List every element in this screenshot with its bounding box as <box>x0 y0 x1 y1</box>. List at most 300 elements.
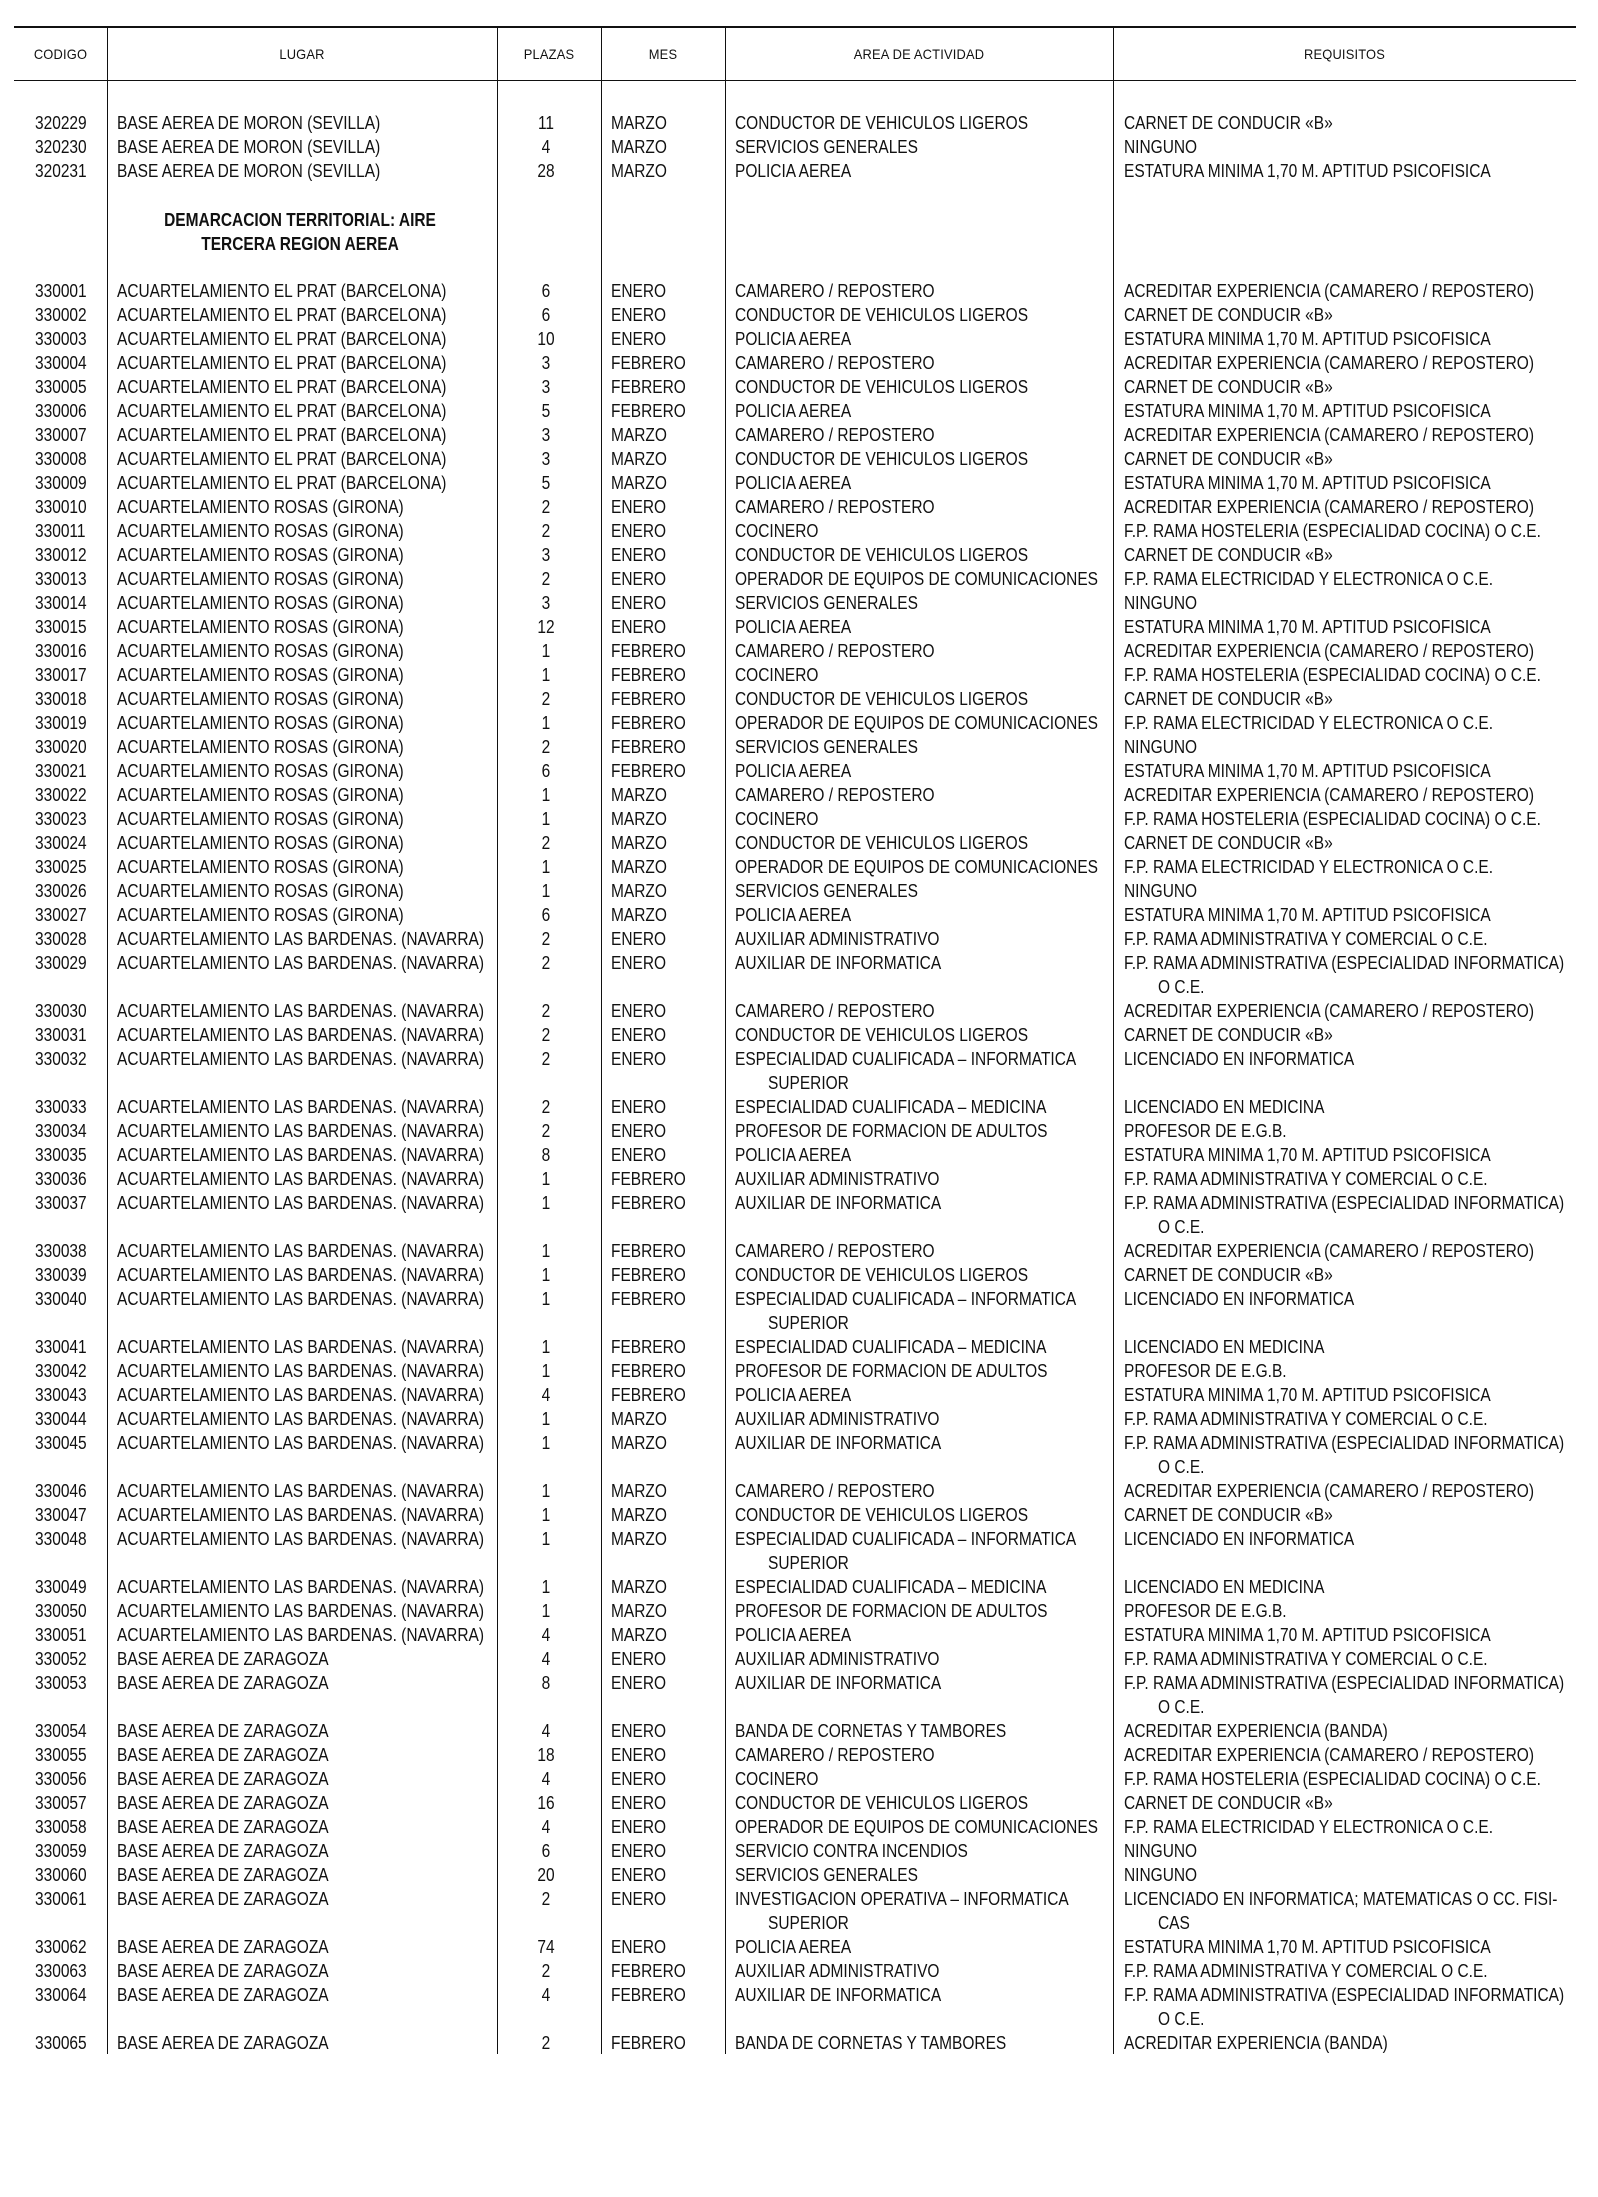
column-divider <box>601 28 602 2054</box>
cell-lugar: ACUARTELAMIENTO EL PRAT (BARCELONA) <box>117 329 447 349</box>
cell-lugar: ACUARTELAMIENTO LAS BARDENAS. (NAVARRA) <box>117 1169 485 1189</box>
cell-codigo: 330061 <box>35 1889 87 1909</box>
column-divider <box>107 28 108 2054</box>
cell-requisitos: CARNET DE CONDUCIR «B» <box>1124 1793 1333 1813</box>
cell-mes: FEBRERO <box>611 1289 686 1309</box>
cell-area: POLICIA AEREA <box>735 761 852 781</box>
cell-codigo: 330045 <box>35 1433 87 1453</box>
cell-lugar: BASE AEREA DE ZARAGOZA <box>117 1721 329 1741</box>
cell-mes: FEBRERO <box>611 377 686 397</box>
cell-lugar: ACUARTELAMIENTO LAS BARDENAS. (NAVARRA) <box>117 1385 485 1405</box>
cell-requisitos: F.P. RAMA ADMINISTRATIVA (ESPECIALIDAD INFORMATICA) <box>1124 1673 1565 1693</box>
cell-requisitos: CARNET DE CONDUCIR «B» <box>1124 377 1333 397</box>
cell-mes: MARZO <box>611 857 667 877</box>
cell-plazas: 1 <box>541 1265 551 1285</box>
header-plazas: PLAZAS <box>523 46 575 62</box>
cell-requisitos: PROFESOR DE E.G.B. <box>1124 1361 1287 1381</box>
cell-mes: MARZO <box>611 785 667 805</box>
cell-plazas: 4 <box>541 1985 551 2005</box>
cell-codigo: 330026 <box>35 881 87 901</box>
cell-mes: FEBRERO <box>611 1985 686 2005</box>
cell-mes: MARZO <box>611 809 667 829</box>
cell-area: CONDUCTOR DE VEHICULOS LIGEROS <box>735 1793 1029 1813</box>
cell-plazas: 4 <box>541 137 551 157</box>
cell-codigo: 330007 <box>35 425 87 445</box>
cell-lugar: BASE AEREA DE ZARAGOZA <box>117 1673 329 1693</box>
cell-requisitos: F.P. RAMA HOSTELERIA (ESPECIALIDAD COCINA) O C.E. <box>1124 1769 1541 1789</box>
cell-requisitos: F.P. RAMA ADMINISTRATIVA Y COMERCIAL O C.E. <box>1124 1649 1488 1669</box>
cell-codigo: 330013 <box>35 569 87 589</box>
cell-area: BANDA DE CORNETAS Y TAMBORES <box>735 2033 1007 2053</box>
cell-requisitos: CARNET DE CONDUCIR «B» <box>1124 1025 1333 1045</box>
cell-requisitos: ESTATURA MINIMA 1,70 M. APTITUD PSICOFISICA <box>1124 1625 1491 1645</box>
cell-codigo: 330019 <box>35 713 87 733</box>
cell-area: OPERADOR DE EQUIPOS DE COMUNICACIONES <box>735 713 1098 733</box>
cell-mes: ENERO <box>611 1001 667 1021</box>
cell-plazas: 2 <box>541 1025 551 1045</box>
cell-lugar: ACUARTELAMIENTO ROSAS (GIRONA) <box>117 905 404 925</box>
cell-area: ESPECIALIDAD CUALIFICADA – MEDICINA <box>735 1097 1047 1117</box>
cell-mes: MARZO <box>611 1529 667 1549</box>
cell-lugar: ACUARTELAMIENTO LAS BARDENAS. (NAVARRA) <box>117 1337 485 1357</box>
cell-requisitos: LICENCIADO EN MEDICINA <box>1124 1577 1325 1597</box>
cell-plazas: 2 <box>541 2033 551 2053</box>
cell-requisitos-continued: O C.E. <box>1158 1217 1205 1237</box>
cell-codigo: 330057 <box>35 1793 87 1813</box>
cell-plazas: 1 <box>541 1601 551 1621</box>
cell-mes: FEBRERO <box>611 737 686 757</box>
cell-requisitos: F.P. RAMA ADMINISTRATIVA Y COMERCIAL O C.E. <box>1124 1169 1488 1189</box>
cell-lugar: ACUARTELAMIENTO LAS BARDENAS. (NAVARRA) <box>117 1241 485 1261</box>
cell-area: PROFESOR DE FORMACION DE ADULTOS <box>735 1361 1048 1381</box>
cell-area: CAMARERO / REPOSTERO <box>735 281 935 301</box>
cell-area: SERVICIOS GENERALES <box>735 737 918 757</box>
cell-lugar: ACUARTELAMIENTO ROSAS (GIRONA) <box>117 617 404 637</box>
cell-requisitos: F.P. RAMA ADMINISTRATIVA (ESPECIALIDAD INFORMATICA) <box>1124 1985 1565 2005</box>
cell-lugar: ACUARTELAMIENTO LAS BARDENAS. (NAVARRA) <box>117 1601 485 1621</box>
cell-lugar: ACUARTELAMIENTO EL PRAT (BARCELONA) <box>117 353 447 373</box>
cell-lugar: BASE AEREA DE MORON (SEVILLA) <box>117 137 381 157</box>
cell-lugar: ACUARTELAMIENTO LAS BARDENAS. (NAVARRA) <box>117 1577 485 1597</box>
cell-codigo: 330005 <box>35 377 87 397</box>
cell-lugar: ACUARTELAMIENTO EL PRAT (BARCELONA) <box>117 305 447 325</box>
cell-plazas: 2 <box>541 929 551 949</box>
cell-plazas: 3 <box>541 425 551 445</box>
cell-lugar: ACUARTELAMIENTO ROSAS (GIRONA) <box>117 713 404 733</box>
cell-codigo: 330025 <box>35 857 87 877</box>
cell-mes: FEBRERO <box>611 689 686 709</box>
cell-requisitos: F.P. RAMA ADMINISTRATIVA Y COMERCIAL O C.E. <box>1124 1961 1488 1981</box>
cell-mes: ENERO <box>611 521 667 541</box>
cell-requisitos: ACREDITAR EXPERIENCIA (CAMARERO / REPOSTERO) <box>1124 785 1535 805</box>
cell-plazas: 18 <box>537 1745 555 1765</box>
cell-requisitos: F.P. RAMA ADMINISTRATIVA Y COMERCIAL O C.E. <box>1124 1409 1488 1429</box>
cell-area: AUXILIAR ADMINISTRATIVO <box>735 1961 940 1981</box>
cell-requisitos: ESTATURA MINIMA 1,70 M. APTITUD PSICOFISICA <box>1124 161 1491 181</box>
cell-mes: MARZO <box>611 425 667 445</box>
cell-area: AUXILIAR DE INFORMATICA <box>735 1985 942 2005</box>
cell-requisitos-continued: O C.E. <box>1158 2009 1205 2029</box>
cell-codigo: 330060 <box>35 1865 87 1885</box>
cell-lugar: BASE AEREA DE ZARAGOZA <box>117 1937 329 1957</box>
cell-plazas: 2 <box>541 1049 551 1069</box>
cell-area: OPERADOR DE EQUIPOS DE COMUNICACIONES <box>735 1817 1098 1837</box>
cell-codigo: 330043 <box>35 1385 87 1405</box>
cell-plazas: 4 <box>541 1721 551 1741</box>
cell-codigo: 330056 <box>35 1769 87 1789</box>
cell-codigo: 330040 <box>35 1289 87 1309</box>
header-codigo: CODIGO <box>33 46 88 62</box>
cell-requisitos: ACREDITAR EXPERIENCIA (BANDA) <box>1124 2033 1388 2053</box>
cell-lugar: ACUARTELAMIENTO ROSAS (GIRONA) <box>117 809 404 829</box>
cell-codigo: 320231 <box>35 161 87 181</box>
cell-requisitos: ACREDITAR EXPERIENCIA (CAMARERO / REPOSTERO) <box>1124 353 1535 373</box>
cell-mes: FEBRERO <box>611 2033 686 2053</box>
cell-codigo: 330033 <box>35 1097 87 1117</box>
cell-requisitos: CARNET DE CONDUCIR «B» <box>1124 305 1333 325</box>
cell-area: BANDA DE CORNETAS Y TAMBORES <box>735 1721 1007 1741</box>
cell-lugar: ACUARTELAMIENTO ROSAS (GIRONA) <box>117 881 404 901</box>
cell-mes: ENERO <box>611 1937 667 1957</box>
cell-area: AUXILIAR DE INFORMATICA <box>735 1193 942 1213</box>
cell-lugar: ACUARTELAMIENTO LAS BARDENAS. (NAVARRA) <box>117 929 485 949</box>
cell-lugar: ACUARTELAMIENTO LAS BARDENAS. (NAVARRA) <box>117 1025 485 1045</box>
cell-area-continued: SUPERIOR <box>768 1913 849 1933</box>
cell-mes: ENERO <box>611 953 667 973</box>
cell-plazas: 4 <box>541 1625 551 1645</box>
cell-requisitos: F.P. RAMA ELECTRICIDAD Y ELECTRONICA O C.E. <box>1124 1817 1494 1837</box>
cell-plazas: 3 <box>541 353 551 373</box>
cell-requisitos-continued: CAS <box>1158 1913 1190 1933</box>
cell-lugar: BASE AEREA DE ZARAGOZA <box>117 1769 329 1789</box>
cell-lugar: BASE AEREA DE ZARAGOZA <box>117 1793 329 1813</box>
cell-requisitos: ACREDITAR EXPERIENCIA (CAMARERO / REPOSTERO) <box>1124 425 1535 445</box>
cell-mes: ENERO <box>611 1721 667 1741</box>
cell-plazas: 3 <box>541 449 551 469</box>
cell-lugar: ACUARTELAMIENTO EL PRAT (BARCELONA) <box>117 281 447 301</box>
cell-plazas: 2 <box>541 569 551 589</box>
cell-mes: MARZO <box>611 473 667 493</box>
cell-lugar: ACUARTELAMIENTO EL PRAT (BARCELONA) <box>117 377 447 397</box>
cell-requisitos: NINGUNO <box>1124 1865 1198 1885</box>
cell-plazas: 28 <box>537 161 555 181</box>
cell-codigo: 330053 <box>35 1673 87 1693</box>
cell-codigo: 330041 <box>35 1337 87 1357</box>
cell-mes: ENERO <box>611 1817 667 1837</box>
cell-requisitos: LICENCIADO EN INFORMATICA <box>1124 1049 1355 1069</box>
cell-mes: ENERO <box>611 1121 667 1141</box>
cell-plazas: 6 <box>541 281 551 301</box>
cell-area: CONDUCTOR DE VEHICULOS LIGEROS <box>735 305 1029 325</box>
cell-requisitos: NINGUNO <box>1124 137 1198 157</box>
cell-area: ESPECIALIDAD CUALIFICADA – INFORMATICA <box>735 1289 1077 1309</box>
column-divider <box>1113 28 1114 2054</box>
cell-lugar: ACUARTELAMIENTO ROSAS (GIRONA) <box>117 665 404 685</box>
cell-area: ESPECIALIDAD CUALIFICADA – MEDICINA <box>735 1577 1047 1597</box>
cell-codigo: 330049 <box>35 1577 87 1597</box>
cell-lugar: ACUARTELAMIENTO ROSAS (GIRONA) <box>117 689 404 709</box>
cell-mes: ENERO <box>611 1841 667 1861</box>
cell-plazas: 1 <box>541 641 551 661</box>
cell-lugar: ACUARTELAMIENTO ROSAS (GIRONA) <box>117 569 404 589</box>
cell-plazas: 1 <box>541 1409 551 1429</box>
cell-requisitos-continued: O C.E. <box>1158 1697 1205 1717</box>
cell-requisitos: CARNET DE CONDUCIR «B» <box>1124 1265 1333 1285</box>
cell-codigo: 330014 <box>35 593 87 613</box>
cell-codigo: 330058 <box>35 1817 87 1837</box>
cell-codigo: 330018 <box>35 689 87 709</box>
cell-lugar: ACUARTELAMIENTO LAS BARDENAS. (NAVARRA) <box>117 1289 485 1309</box>
cell-requisitos: ESTATURA MINIMA 1,70 M. APTITUD PSICOFISICA <box>1124 1145 1491 1165</box>
cell-requisitos: LICENCIADO EN INFORMATICA; MATEMATICAS O CC. FISI- <box>1124 1889 1558 1909</box>
cell-plazas: 1 <box>541 1361 551 1381</box>
cell-area: COCINERO <box>735 665 819 685</box>
cell-lugar: ACUARTELAMIENTO ROSAS (GIRONA) <box>117 641 404 661</box>
cell-codigo: 330064 <box>35 1985 87 2005</box>
cell-requisitos: LICENCIADO EN INFORMATICA <box>1124 1529 1355 1549</box>
cell-mes: ENERO <box>611 1145 667 1165</box>
cell-mes: ENERO <box>611 1049 667 1069</box>
cell-requisitos: F.P. RAMA HOSTELERIA (ESPECIALIDAD COCINA) O C.E. <box>1124 809 1541 829</box>
cell-requisitos: F.P. RAMA ELECTRICIDAD Y ELECTRONICA O C.E. <box>1124 857 1494 877</box>
cell-area: CAMARERO / REPOSTERO <box>735 1001 935 1021</box>
cell-lugar: ACUARTELAMIENTO LAS BARDENAS. (NAVARRA) <box>117 1049 485 1069</box>
cell-requisitos: CARNET DE CONDUCIR «B» <box>1124 833 1333 853</box>
cell-lugar: BASE AEREA DE ZARAGOZA <box>117 1865 329 1885</box>
cell-plazas: 6 <box>541 305 551 325</box>
cell-requisitos: F.P. RAMA ELECTRICIDAD Y ELECTRONICA O C.E. <box>1124 569 1494 589</box>
cell-codigo: 330062 <box>35 1937 87 1957</box>
cell-lugar: ACUARTELAMIENTO ROSAS (GIRONA) <box>117 497 404 517</box>
cell-plazas: 2 <box>541 1001 551 1021</box>
cell-plazas: 1 <box>541 1241 551 1261</box>
column-divider <box>725 28 726 2054</box>
cell-mes: ENERO <box>611 1649 667 1669</box>
cell-lugar: ACUARTELAMIENTO ROSAS (GIRONA) <box>117 761 404 781</box>
cell-lugar: ACUARTELAMIENTO LAS BARDENAS. (NAVARRA) <box>117 1265 485 1285</box>
cell-mes: FEBRERO <box>611 665 686 685</box>
cell-requisitos: LICENCIADO EN MEDICINA <box>1124 1097 1325 1117</box>
cell-requisitos-continued: O C.E. <box>1158 1457 1205 1477</box>
cell-lugar: ACUARTELAMIENTO EL PRAT (BARCELONA) <box>117 449 447 469</box>
cell-requisitos: ACREDITAR EXPERIENCIA (CAMARERO / REPOSTERO) <box>1124 281 1535 301</box>
cell-area: CONDUCTOR DE VEHICULOS LIGEROS <box>735 833 1029 853</box>
cell-codigo: 330030 <box>35 1001 87 1021</box>
cell-codigo: 330010 <box>35 497 87 517</box>
cell-codigo: 330004 <box>35 353 87 373</box>
cell-codigo: 330042 <box>35 1361 87 1381</box>
cell-area: SERVICIOS GENERALES <box>735 137 918 157</box>
cell-lugar: BASE AEREA DE ZARAGOZA <box>117 2033 329 2053</box>
cell-plazas: 2 <box>541 1961 551 1981</box>
cell-lugar: ACUARTELAMIENTO ROSAS (GIRONA) <box>117 545 404 565</box>
cell-area: CONDUCTOR DE VEHICULOS LIGEROS <box>735 449 1029 469</box>
cell-plazas: 4 <box>541 1649 551 1669</box>
cell-area: POLICIA AEREA <box>735 1625 852 1645</box>
cell-area: POLICIA AEREA <box>735 617 852 637</box>
cell-plazas: 2 <box>541 833 551 853</box>
cell-codigo: 330016 <box>35 641 87 661</box>
cell-mes: ENERO <box>611 281 667 301</box>
cell-lugar: ACUARTELAMIENTO LAS BARDENAS. (NAVARRA) <box>117 1145 485 1165</box>
cell-area: POLICIA AEREA <box>735 401 852 421</box>
cell-lugar: ACUARTELAMIENTO LAS BARDENAS. (NAVARRA) <box>117 1481 485 1501</box>
cell-mes: FEBRERO <box>611 1193 686 1213</box>
cell-mes: MARZO <box>611 113 667 133</box>
cell-area: SERVICIOS GENERALES <box>735 1865 918 1885</box>
cell-codigo: 330008 <box>35 449 87 469</box>
cell-codigo: 330028 <box>35 929 87 949</box>
cell-mes: MARZO <box>611 1625 667 1645</box>
cell-area-continued: SUPERIOR <box>768 1313 849 1333</box>
cell-lugar: BASE AEREA DE MORON (SEVILLA) <box>117 113 381 133</box>
cell-area: CAMARERO / REPOSTERO <box>735 785 935 805</box>
cell-codigo: 330035 <box>35 1145 87 1165</box>
cell-plazas: 1 <box>541 1577 551 1597</box>
cell-area: CAMARERO / REPOSTERO <box>735 1481 935 1501</box>
cell-area: CONDUCTOR DE VEHICULOS LIGEROS <box>735 377 1029 397</box>
cell-plazas: 11 <box>537 113 555 133</box>
cell-area: CAMARERO / REPOSTERO <box>735 497 935 517</box>
cell-plazas: 5 <box>541 401 551 421</box>
cell-area: COCINERO <box>735 809 819 829</box>
cell-requisitos: LICENCIADO EN INFORMATICA <box>1124 1289 1355 1309</box>
cell-area: CAMARERO / REPOSTERO <box>735 1745 935 1765</box>
cell-mes: ENERO <box>611 1865 667 1885</box>
cell-requisitos: PROFESOR DE E.G.B. <box>1124 1601 1287 1621</box>
section-title-line2: TERCERA REGION AEREA <box>201 234 399 254</box>
cell-codigo: 330021 <box>35 761 87 781</box>
cell-mes: FEBRERO <box>611 353 686 373</box>
cell-plazas: 1 <box>541 1505 551 1525</box>
cell-requisitos: CARNET DE CONDUCIR «B» <box>1124 449 1333 469</box>
cell-area: CONDUCTOR DE VEHICULOS LIGEROS <box>735 689 1029 709</box>
cell-area: ESPECIALIDAD CUALIFICADA – MEDICINA <box>735 1337 1047 1357</box>
cell-requisitos: F.P. RAMA ELECTRICIDAD Y ELECTRONICA O C.E. <box>1124 713 1494 733</box>
cell-requisitos: F.P. RAMA ADMINISTRATIVA (ESPECIALIDAD INFORMATICA) <box>1124 953 1565 973</box>
cell-mes: ENERO <box>611 593 667 613</box>
cell-mes: MARZO <box>611 1601 667 1621</box>
cell-plazas: 2 <box>541 689 551 709</box>
cell-lugar: ACUARTELAMIENTO ROSAS (GIRONA) <box>117 857 404 877</box>
cell-plazas: 1 <box>541 1337 551 1357</box>
cell-plazas: 1 <box>541 665 551 685</box>
cell-area: POLICIA AEREA <box>735 1937 852 1957</box>
cell-lugar: ACUARTELAMIENTO ROSAS (GIRONA) <box>117 521 404 541</box>
cell-lugar: BASE AEREA DE ZARAGOZA <box>117 1985 329 2005</box>
cell-codigo: 330012 <box>35 545 87 565</box>
cell-mes: FEBRERO <box>611 1265 686 1285</box>
cell-requisitos: ACREDITAR EXPERIENCIA (CAMARERO / REPOSTERO) <box>1124 1745 1535 1765</box>
cell-codigo: 320229 <box>35 113 87 133</box>
cell-plazas: 8 <box>541 1673 551 1693</box>
cell-plazas: 6 <box>541 1841 551 1861</box>
cell-mes: FEBRERO <box>611 1337 686 1357</box>
cell-area: AUXILIAR DE INFORMATICA <box>735 1673 942 1693</box>
cell-mes: MARZO <box>611 1577 667 1597</box>
cell-plazas: 2 <box>541 497 551 517</box>
cell-codigo: 330003 <box>35 329 87 349</box>
cell-lugar: ACUARTELAMIENTO LAS BARDENAS. (NAVARRA) <box>117 1505 485 1525</box>
cell-requisitos: CARNET DE CONDUCIR «B» <box>1124 689 1333 709</box>
cell-mes: ENERO <box>611 497 667 517</box>
cell-area: COCINERO <box>735 521 819 541</box>
cell-requisitos: ESTATURA MINIMA 1,70 M. APTITUD PSICOFISICA <box>1124 473 1491 493</box>
cell-codigo: 330027 <box>35 905 87 925</box>
cell-plazas: 1 <box>541 1481 551 1501</box>
cell-requisitos: ACREDITAR EXPERIENCIA (CAMARERO / REPOSTERO) <box>1124 1001 1535 1021</box>
cell-lugar: BASE AEREA DE MORON (SEVILLA) <box>117 161 381 181</box>
cell-area: CAMARERO / REPOSTERO <box>735 425 935 445</box>
cell-mes: ENERO <box>611 929 667 949</box>
cell-codigo: 330022 <box>35 785 87 805</box>
cell-mes: FEBRERO <box>611 401 686 421</box>
cell-area: POLICIA AEREA <box>735 161 852 181</box>
cell-area: AUXILIAR DE INFORMATICA <box>735 1433 942 1453</box>
cell-area: CAMARERO / REPOSTERO <box>735 1241 935 1261</box>
cell-plazas: 1 <box>541 785 551 805</box>
section-title-line1: DEMARCACION TERRITORIAL: AIRE <box>164 210 436 230</box>
cell-requisitos: F.P. RAMA ADMINISTRATIVA (ESPECIALIDAD INFORMATICA) <box>1124 1193 1565 1213</box>
cell-mes: MARZO <box>611 881 667 901</box>
cell-area: SERVICIO CONTRA INCENDIOS <box>735 1841 968 1861</box>
cell-requisitos: CARNET DE CONDUCIR «B» <box>1124 113 1333 133</box>
cell-lugar: ACUARTELAMIENTO LAS BARDENAS. (NAVARRA) <box>117 1193 485 1213</box>
cell-mes: ENERO <box>611 329 667 349</box>
cell-mes: ENERO <box>611 1889 667 1909</box>
cell-codigo: 330011 <box>35 521 86 541</box>
cell-lugar: ACUARTELAMIENTO LAS BARDENAS. (NAVARRA) <box>117 1001 485 1021</box>
cell-plazas: 1 <box>541 1169 551 1189</box>
cell-area: OPERADOR DE EQUIPOS DE COMUNICACIONES <box>735 857 1098 877</box>
cell-requisitos: ACREDITAR EXPERIENCIA (BANDA) <box>1124 1721 1388 1741</box>
cell-plazas: 5 <box>541 473 551 493</box>
cell-mes: FEBRERO <box>611 713 686 733</box>
cell-area: INVESTIGACION OPERATIVA – INFORMATICA <box>735 1889 1069 1909</box>
cell-codigo: 330054 <box>35 1721 87 1741</box>
cell-mes: FEBRERO <box>611 641 686 661</box>
cell-requisitos: ACREDITAR EXPERIENCIA (CAMARERO / REPOSTERO) <box>1124 1241 1535 1261</box>
cell-requisitos: ESTATURA MINIMA 1,70 M. APTITUD PSICOFISICA <box>1124 1385 1491 1405</box>
cell-mes: FEBRERO <box>611 1241 686 1261</box>
cell-codigo: 330055 <box>35 1745 87 1765</box>
cell-lugar: ACUARTELAMIENTO EL PRAT (BARCELONA) <box>117 425 447 445</box>
cell-area: ESPECIALIDAD CUALIFICADA – INFORMATICA <box>735 1049 1077 1069</box>
cell-mes: ENERO <box>611 1745 667 1765</box>
cell-mes: ENERO <box>611 305 667 325</box>
cell-lugar: ACUARTELAMIENTO ROSAS (GIRONA) <box>117 737 404 757</box>
cell-area: CONDUCTOR DE VEHICULOS LIGEROS <box>735 1025 1029 1045</box>
cell-plazas: 2 <box>541 1121 551 1141</box>
cell-codigo: 330006 <box>35 401 87 421</box>
cell-plazas: 2 <box>541 953 551 973</box>
cell-codigo: 330015 <box>35 617 87 637</box>
cell-area: CONDUCTOR DE VEHICULOS LIGEROS <box>735 113 1029 133</box>
cell-mes: FEBRERO <box>611 761 686 781</box>
cell-mes: MARZO <box>611 137 667 157</box>
header-lugar: LUGAR <box>279 46 325 62</box>
cell-lugar: BASE AEREA DE ZARAGOZA <box>117 1841 329 1861</box>
cell-mes: ENERO <box>611 569 667 589</box>
cell-mes: MARZO <box>611 161 667 181</box>
cell-requisitos: ACREDITAR EXPERIENCIA (CAMARERO / REPOSTERO) <box>1124 497 1535 517</box>
cell-plazas: 6 <box>541 761 551 781</box>
cell-requisitos: NINGUNO <box>1124 1841 1198 1861</box>
cell-requisitos: ESTATURA MINIMA 1,70 M. APTITUD PSICOFISICA <box>1124 1937 1491 1957</box>
cell-codigo: 320230 <box>35 137 87 157</box>
cell-codigo: 330024 <box>35 833 87 853</box>
cell-plazas: 20 <box>537 1865 555 1885</box>
